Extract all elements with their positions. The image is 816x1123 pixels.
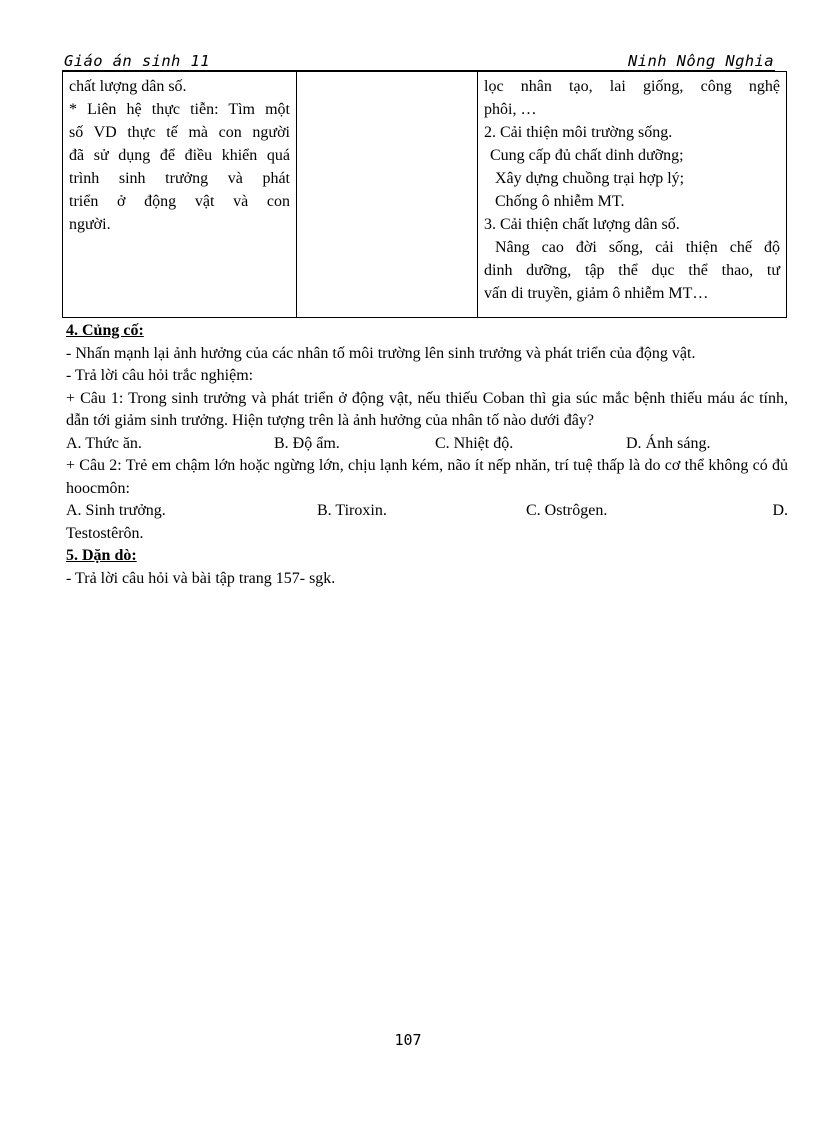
question-1-answers <box>66 433 788 456</box>
answer-option-continued: Testostêrôn. <box>66 524 144 542</box>
answer-option: B. Độ ẩm. <box>274 434 340 452</box>
page-header <box>64 52 774 72</box>
table-cell-empty <box>297 72 478 318</box>
lesson-body <box>66 320 788 590</box>
answer-option: B. Tiroxin. <box>317 502 387 519</box>
table-cell-activity <box>63 72 297 318</box>
lesson-table <box>62 71 787 318</box>
answer-option: A. Sinh trưởng. <box>66 502 166 519</box>
cell-line: triển ở động vật và con <box>69 193 290 210</box>
cell-line: vấn di truyền, giảm ô nhiễm MT… <box>484 285 709 302</box>
header-right-author: Ninh Nông Nghia <box>628 52 774 70</box>
section-4-heading: 4. Củng cố: <box>66 322 144 339</box>
answer-option: A. Thức ăn. <box>66 434 142 452</box>
section-5-heading: 5. Dặn dò: <box>66 547 137 564</box>
answer-option: D. <box>772 502 788 519</box>
cell-line: 3. Cải thiện chất lượng dân số. <box>484 216 680 233</box>
section-4-paragraph-1: - Nhấn mạnh lại ảnh hưởng của các nhân tố môi trường lên sinh trưởng và phát triển của động vật. <box>66 344 696 362</box>
question-1: + Câu 1: Trong sinh trưởng và phát triển ở động vật, nếu thiếu Coban thì gia súc mắc bệnh thiếu máu ác tính, dẫn tới giảm sinh trưởng. Hiện tượng trên là ảnh hưởng của nhân tố nào dưới đây? <box>66 389 788 429</box>
question-2-answers <box>66 500 788 523</box>
cell-line: Nâng cao đời sống, cải thiện chế độ <box>495 239 780 256</box>
table-cell-content <box>478 72 787 318</box>
cell-line: Chống ô nhiễm MT. <box>495 193 625 210</box>
answer-option: D. Ánh sáng. <box>626 434 711 452</box>
cell-line: chất lượng dân số. <box>69 78 187 95</box>
table-row <box>63 72 787 318</box>
header-left-title: Giáo án sinh 11 <box>64 52 210 70</box>
cell-line: dinh dưỡng, tập thể dục thể thao, tư <box>484 262 780 279</box>
cell-line: * Liên hệ thực tiễn: Tìm một <box>69 101 290 118</box>
cell-line: đã sử dụng để điều khiển quá <box>69 147 290 164</box>
cell-line: Xây dựng chuồng trại hợp lý; <box>495 170 685 187</box>
cell-line: phôi, … <box>484 101 537 118</box>
section-4-paragraph-2: - Trả lời câu hỏi trắc nghiệm: <box>66 367 254 384</box>
cell-line: 2. Cải thiện môi trường sống. <box>484 124 673 141</box>
cell-line: người. <box>69 216 111 233</box>
cell-line: trình sinh trưởng và phát <box>69 170 290 187</box>
question-2: + Câu 2: Trẻ em chậm lớn hoặc ngừng lớn, chịu lạnh kém, não ít nếp nhăn, trí tuệ thấp là do cơ thể không có đủ hoocmôn: <box>66 457 788 497</box>
section-5-paragraph-1: - Trả lời câu hỏi và bài tập trang 157- sgk. <box>66 569 336 587</box>
cell-line: số VD thực tế mà con người <box>69 124 290 141</box>
cell-line: lọc nhân tạo, lai giống, công nghệ <box>484 78 780 95</box>
answer-option: C. Ostrôgen. <box>526 502 608 519</box>
page-number: 107 <box>394 1031 422 1049</box>
cell-line: Cung cấp đủ chất dinh dưỡng; <box>490 147 684 164</box>
answer-option: C. Nhiệt độ. <box>435 434 514 452</box>
